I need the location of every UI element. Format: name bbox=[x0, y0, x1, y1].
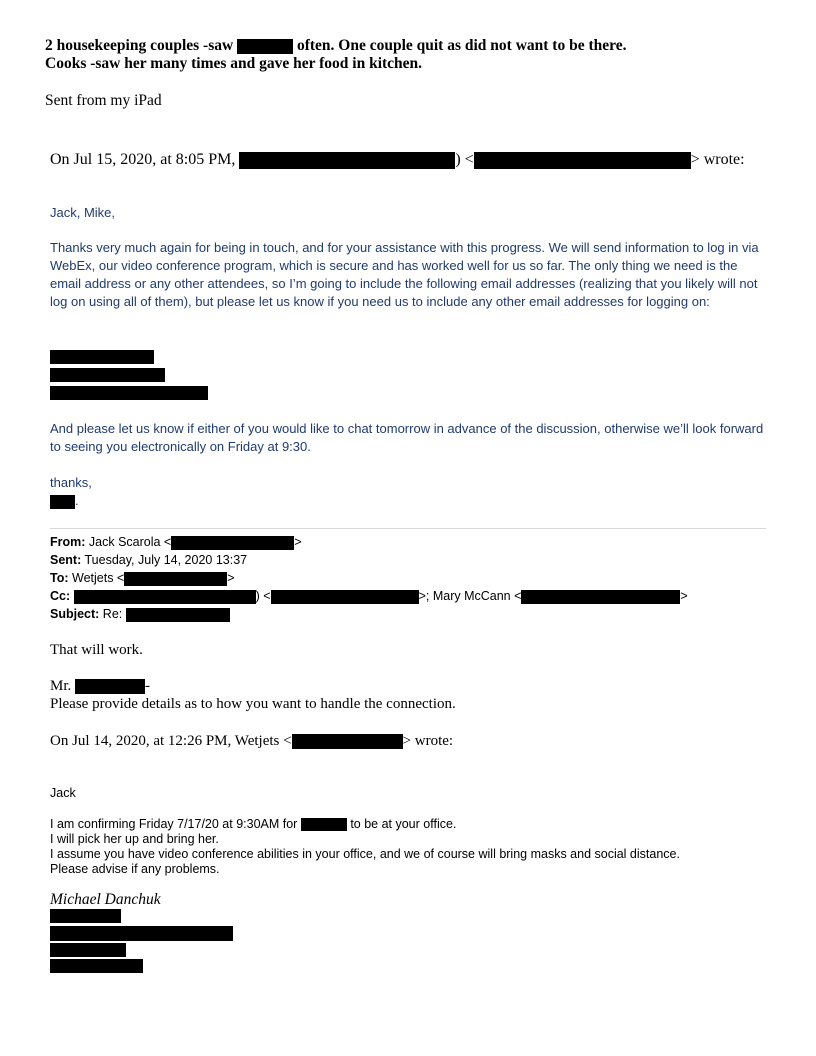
redacted-signature-line bbox=[50, 926, 233, 941]
cc-separator: ) < bbox=[255, 589, 271, 603]
to-close: > bbox=[227, 571, 235, 585]
from-close: > bbox=[294, 535, 302, 549]
message-line-2: I will pick her up and bring her. bbox=[50, 832, 219, 846]
top-note bbox=[45, 37, 626, 73]
message-body bbox=[50, 817, 680, 877]
message-line-3: I assume you have video conference abilities in your office, and we of course will bring masks and social distance. bbox=[50, 847, 680, 861]
redaction-bar bbox=[124, 572, 227, 586]
redaction-bar bbox=[74, 590, 256, 604]
message-greeting: Jack bbox=[50, 786, 76, 800]
redaction-bar bbox=[301, 818, 347, 831]
redaction-bar bbox=[239, 152, 455, 169]
sent-value: Tuesday, July 14, 2020 13:37 bbox=[84, 553, 248, 567]
quote-header-wrote: > wrote: bbox=[690, 151, 745, 168]
quote-header-date: On Jul 15, 2020, at 8:05 PM, bbox=[50, 151, 236, 168]
reply-line: That will work. bbox=[50, 642, 143, 658]
quote-header-separator: ) < bbox=[455, 151, 474, 168]
header-cc bbox=[50, 587, 688, 605]
redacted-email-address bbox=[50, 386, 208, 400]
note-line-2: Cooks -saw her many times and gave her food in kitchen. bbox=[45, 55, 423, 72]
reply-request: Please provide details as to how you want to handle the connection. bbox=[50, 696, 456, 712]
email-signoff: thanks, bbox=[50, 475, 92, 490]
message-line-1-start: I am confirming Friday 7/17/20 at 9:30AM for bbox=[50, 817, 298, 831]
quote-header-2 bbox=[50, 733, 453, 750]
note-line-1-start: 2 housekeeping couples -saw bbox=[45, 37, 234, 54]
redacted-email-address bbox=[50, 350, 154, 364]
sig-period: . bbox=[75, 493, 79, 508]
email-sender-sig bbox=[50, 492, 79, 510]
redaction-bar bbox=[271, 590, 419, 604]
redaction-bar bbox=[75, 679, 145, 694]
redaction-bar bbox=[171, 536, 294, 550]
sent-label: Sent: bbox=[50, 553, 82, 567]
cc-mary-mccann: >; Mary McCann < bbox=[418, 589, 522, 603]
redacted-signature-line bbox=[50, 943, 126, 957]
message-line-1-end: to be at your office. bbox=[350, 817, 457, 831]
note-line-1 bbox=[45, 37, 626, 55]
quote-header-1 bbox=[50, 151, 745, 169]
subject-value: Re: bbox=[102, 607, 123, 621]
redaction-bar bbox=[50, 495, 75, 509]
redacted-signature-line bbox=[50, 959, 143, 973]
cc-close: > bbox=[680, 589, 688, 603]
from-label: From: bbox=[50, 535, 86, 549]
redacted-email-address bbox=[50, 368, 165, 382]
redaction-bar bbox=[237, 39, 293, 54]
quote-header-2-date: On Jul 14, 2020, at 12:26 PM, Wetjets < bbox=[50, 733, 292, 749]
redaction-bar bbox=[292, 734, 403, 749]
salutation-dash: - bbox=[145, 678, 151, 694]
redacted-signature-line bbox=[50, 909, 121, 923]
redaction-bar bbox=[126, 608, 230, 622]
header-from bbox=[50, 533, 302, 551]
sent-from-signature: Sent from my iPad bbox=[45, 92, 162, 109]
redaction-bar bbox=[521, 590, 680, 604]
message-line-4: Please advise if any problems. bbox=[50, 862, 220, 876]
email-greeting: Jack, Mike, bbox=[50, 205, 116, 220]
email-paragraph-2: And please let us know if either of you would like to chat tomorrow in advance of the discussion, otherwise we’ll look forward to seeing you electronically on Friday at 9:30. bbox=[50, 421, 764, 454]
to-label: To: bbox=[50, 571, 69, 585]
quote-header-2-wrote: > wrote: bbox=[402, 733, 454, 749]
from-value: Jack Scarola < bbox=[88, 535, 172, 549]
header-to bbox=[50, 569, 235, 587]
header-subject bbox=[50, 605, 230, 623]
note-line-1-end: often. One couple quit as did not want to be there. bbox=[296, 37, 627, 54]
subject-label: Subject: bbox=[50, 607, 100, 621]
cc-label: Cc: bbox=[50, 589, 71, 603]
header-divider bbox=[50, 528, 766, 529]
reply-salutation bbox=[50, 678, 150, 695]
redaction-bar bbox=[474, 152, 691, 169]
to-value: Wetjets < bbox=[72, 571, 125, 585]
salutation-title: Mr. bbox=[50, 678, 72, 694]
message-line-1 bbox=[50, 817, 680, 832]
email-paragraph-1: Thanks very much again for being in touch, and for your assistance with this progress. We will send information to log in via WebEx, our video conference program, which is secure and has worked well for us so far. The only thing we need is the email address or any other attendees, so I’m going to include the following email addresses (realizing that you likely will not log on using all of them), but please let us know if you need us to include any other email addresses for logging on: bbox=[50, 240, 759, 309]
signature-name: Michael Danchuk bbox=[50, 891, 161, 908]
header-sent bbox=[50, 551, 247, 569]
